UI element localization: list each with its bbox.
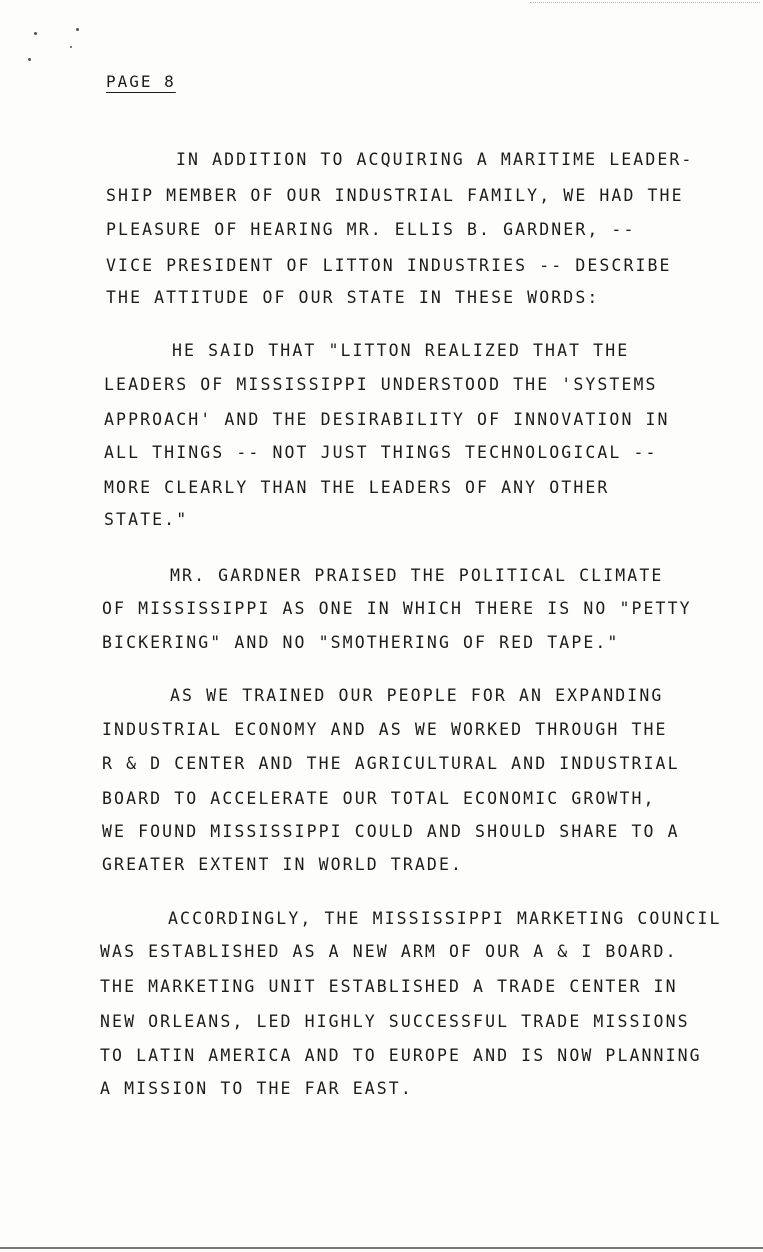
text-line: A MISSION TO THE FAR EAST. <box>100 1079 413 1098</box>
text-line: VICE PRESIDENT OF LITTON INDUSTRIES -- DESCRIBE <box>106 256 672 275</box>
text-line: ACCORDINGLY, THE MISSISSIPPI MARKETING COUNCIL <box>168 909 722 928</box>
text-line: WAS ESTABLISHED AS A NEW ARM OF OUR A & I BOARD. <box>100 942 678 961</box>
text-line: OF MISSISSIPPI AS ONE IN WHICH THERE IS NO "PETTY <box>102 599 692 618</box>
scan-speck <box>70 46 72 48</box>
text-line: R & D CENTER AND THE AGRICULTURAL AND INDUSTRIAL <box>102 754 680 773</box>
text-line: BOARD TO ACCELERATE OUR TOTAL ECONOMIC GROWTH, <box>102 789 656 808</box>
text-line: INDUSTRIAL ECONOMY AND AS WE WORKED THROUGH THE <box>102 720 668 739</box>
text-line: NEW ORLEANS, LED HIGHLY SUCCESSFUL TRADE MISSIONS <box>100 1012 690 1031</box>
bottom-edge-line <box>0 1247 763 1249</box>
text-line: SHIP MEMBER OF OUR INDUSTRIAL FAMILY, WE HAD THE <box>106 186 684 205</box>
scan-speck <box>28 58 31 61</box>
text-line: MORE CLEARLY THAN THE LEADERS OF ANY OTHER <box>104 478 610 497</box>
text-line: PLEASURE OF HEARING MR. ELLIS B. GARDNER, -- <box>106 220 636 239</box>
text-line: MR. GARDNER PRAISED THE POLITICAL CLIMATE <box>170 566 664 585</box>
text-line: STATE." <box>104 510 189 529</box>
text-line: THE MARKETING UNIT ESTABLISHED A TRADE CENTER IN <box>100 977 678 996</box>
text-line: HE SAID THAT "LITTON REALIZED THAT THE <box>172 341 630 360</box>
text-line: WE FOUND MISSISSIPPI COULD AND SHOULD SHARE TO A <box>102 822 680 841</box>
text-line: BICKERING" AND NO "SMOTHERING OF RED TAPE." <box>102 633 620 652</box>
scan-speck <box>76 28 79 31</box>
text-line: ALL THINGS -- NOT JUST THINGS TECHNOLOGICAL -- <box>104 443 658 462</box>
text-line: LEADERS OF MISSISSIPPI UNDERSTOOD THE 'SYSTEMS <box>104 375 658 394</box>
scan-speck <box>34 32 37 35</box>
text-line: TO LATIN AMERICA AND TO EUROPE AND IS NOW PLANNING <box>100 1046 702 1065</box>
text-line: IN ADDITION TO ACQUIRING A MARITIME LEADER- <box>176 150 694 169</box>
page-header: PAGE 8 <box>106 72 176 91</box>
text-line: AS WE TRAINED OUR PEOPLE FOR AN EXPANDING <box>170 686 664 705</box>
text-line: THE ATTITUDE OF OUR STATE IN THESE WORDS: <box>106 288 600 307</box>
top-edge-mark <box>530 2 760 3</box>
text-line: APPROACH' AND THE DESIRABILITY OF INNOVATION IN <box>104 410 670 429</box>
text-line: GREATER EXTENT IN WORLD TRADE. <box>102 855 464 874</box>
